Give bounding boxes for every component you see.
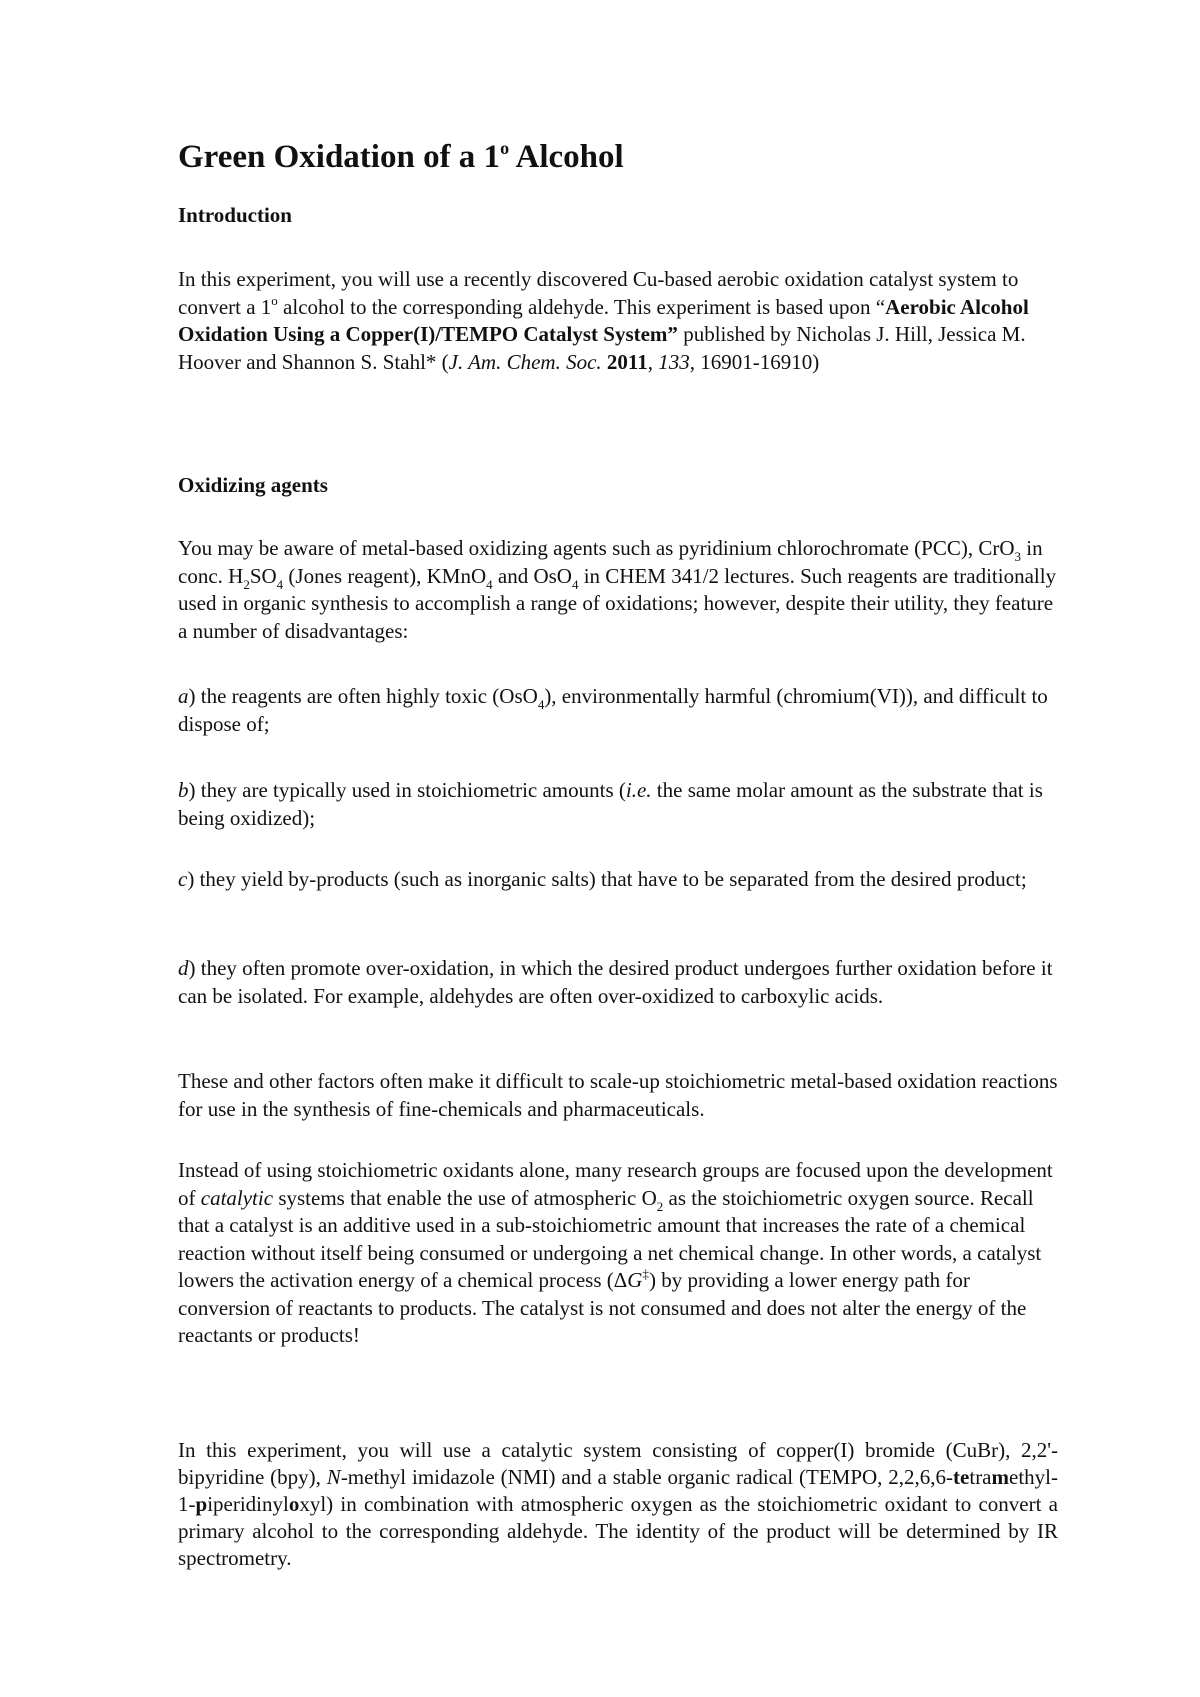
list-item-d: d) they often promote over-oxidation, in which the desired product undergoes further oxidation before it can be isolated. For example, aldehydes are often over-oxidized to carboxylic acids. — [178, 956, 1053, 1008]
page-title — [178, 139, 624, 175]
introduction-heading: Introduction — [178, 203, 292, 227]
list-label: a — [178, 684, 189, 708]
introduction-paragraph: In this experiment, you will use a recently discovered Cu-based aerobic oxidation catalyst system to convert a 1$^o$ alcohol to the corresponding aldehyde. This experiment is based upon “Aerobic Alcohol Oxidation Using a Copper(I)/TEMPO Catalyst System” published by Nicholas J. Hill, Jessica M. Hoover and Shannon S. Stahl* (J. Am. Chem. Soc. 2011, 133, 16901-16910) — [178, 267, 1029, 374]
oxidizing-agents-paragraph: You may be aware of metal-based oxidizing agents such as pyridinium chlorochromate (PCC), CrO$_3$ in conc. $H_2SO_4$ (Jones reagent), KMnO$_4$ and OsO$_4$ in CHEM 341/2 lectures. Such reagents are traditionally used in organic synthesis to accomplish a range of oxidations; however, despite their utility, they feature a number of disadvantages: — [178, 536, 1057, 643]
oxidizing-agents-heading: Oxidizing agents — [178, 473, 328, 497]
list-item-c: c) they yield by-products (such as inorganic salts) that have to be separated from the desired product; — [178, 867, 1027, 891]
title-text-rest: Alcohol — [509, 139, 624, 175]
paper-title: Aerobic Alcohol Oxidation Using a Copper(I)/TEMPO Catalyst System” — [178, 294, 1029, 346]
list-label: d — [178, 956, 189, 980]
factors-paragraph: These and other factors often make it difficult to scale-up stoichiometric metal-based oxidation reactions for use in the synthesis of fine-chemicals and pharmaceuticals. — [178, 1069, 1058, 1121]
journal-name: J. Am. Chem. Soc. — [448, 349, 602, 374]
list-item-b: b) they are typically used in stoichiometric amounts (i.e. the same molar amount as the substrate that is being oxidized); — [178, 778, 1043, 830]
catalytic-system-paragraph: In this experiment, you will use a catalytic system consisting of copper(I) bromide (CuBr), 2,2'-bipyridine (bpy), N-methyl imidazole (NMI) and a stable organic radical (TEMPO, 2,2,6,6-tetramethyl-1-piperidinyloxyl) in combination with atmospheric oxygen as the stoichiometric oxidant to convert a primary alcohol to the corresponding aldehyde. The identity of the product will be determined by IR spectrometry. — [178, 1438, 1058, 1570]
list-item-a: a) the reagents are often highly toxic (OsO$_4$), environmentally harmful (chromium(VI)), and difficult to dispose of; — [178, 684, 1048, 736]
citation-year: 2011 — [606, 349, 648, 374]
list-label: b — [178, 778, 189, 802]
title-degree-sup: o — [500, 138, 510, 158]
list-label: c — [178, 867, 188, 891]
title-text: Green Oxidation of a 1 — [178, 139, 501, 175]
catalytic-paragraph: Instead of using stoichiometric oxidants alone, many research groups are focused upon the development of catalytic systems that enable the use of atmospheric $O_2$ as the stoichiometric oxygen source. Recall that a catalyst is an additive used in a sub-stoichiometric amount that increases the rate of a chemical reaction without itself being consumed or undergoing a net chemical change. In other words, a catalyst lowers the activation energy of a chemical process (ΔG‡) by providing a lower energy path for conversion of reactants to products. The catalyst is not consumed and does not alter the energy of the reactants or products! — [178, 1158, 1053, 1347]
citation-volume: 133 — [658, 349, 690, 374]
